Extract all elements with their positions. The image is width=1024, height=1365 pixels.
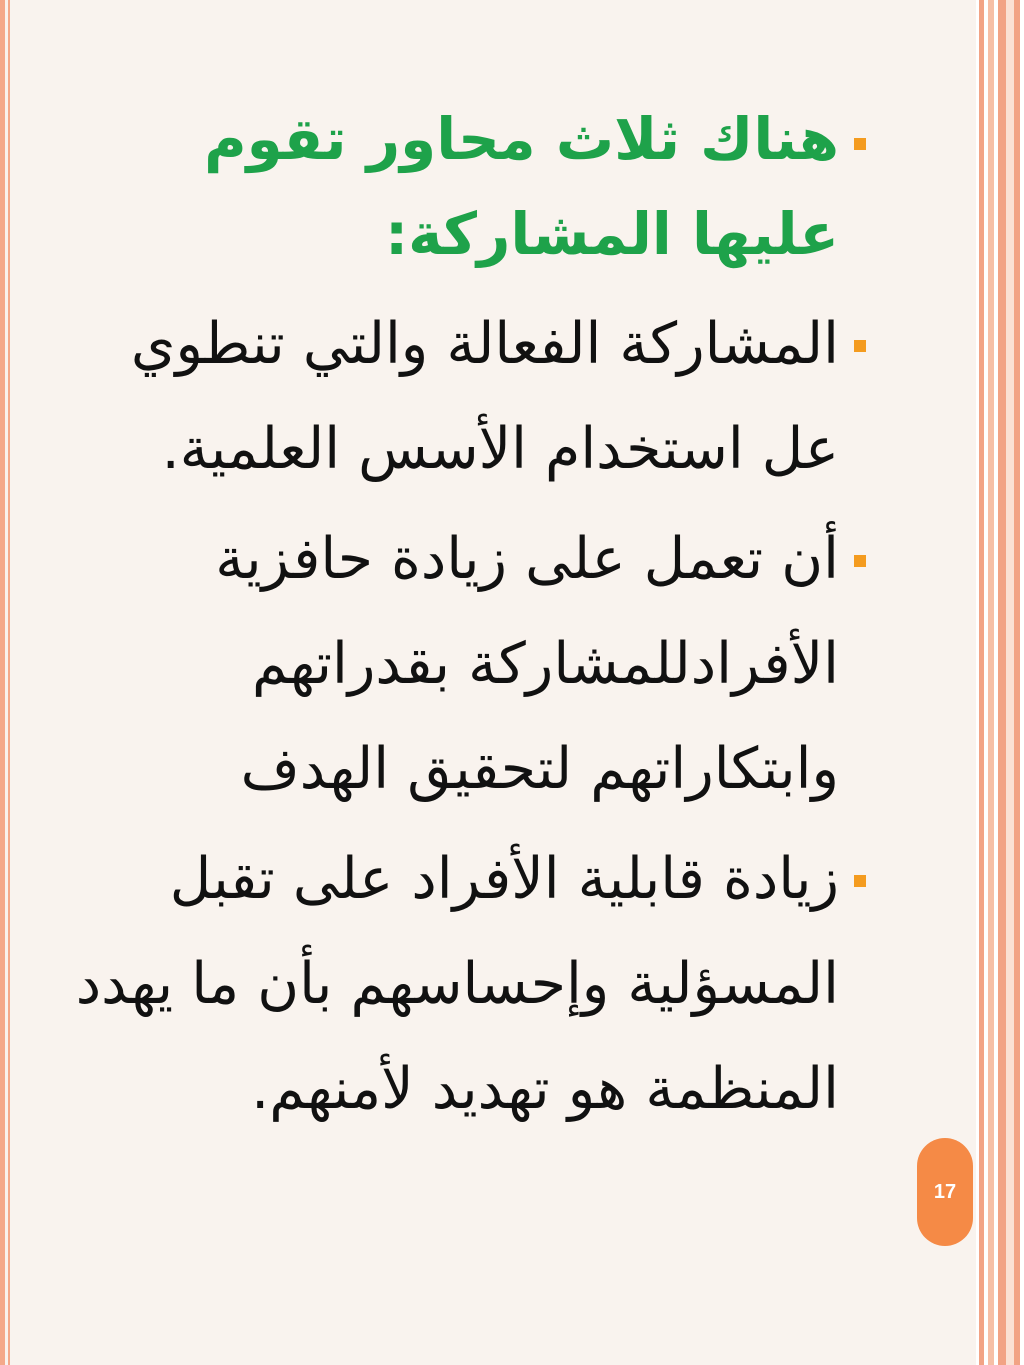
left-border-outer bbox=[0, 0, 5, 1365]
right-decorative-border bbox=[976, 0, 1024, 1365]
bullet-square-icon bbox=[854, 875, 866, 887]
bullet-text-2: أن تعمل على زيادة حافزية الأفرادللمشاركة بقدراتهم وابتكاراتهم لتحقيق الهدف bbox=[215, 526, 839, 802]
bullet-text-1: المشاركة الفعالة والتي تنطوي عل استخدام الأسس العلمية. bbox=[130, 311, 839, 482]
title-bullet bbox=[69, 92, 839, 282]
bullet-item-3 bbox=[69, 827, 839, 1142]
bullet-text-3: زيادة قابلية الأفراد على تقبل المسؤلية وإحساسهم بأن ما يهدد المنظمة هو تهديد لأمنهم. bbox=[75, 846, 839, 1122]
bullet-item-1 bbox=[69, 292, 839, 502]
bullet-square-icon bbox=[854, 555, 866, 567]
bullet-square-icon bbox=[854, 340, 866, 352]
left-border-inner bbox=[8, 0, 10, 1365]
bullet-square-icon bbox=[854, 138, 866, 150]
page-number-badge: 17 bbox=[917, 1138, 973, 1246]
title-text: هناك ثلاث محاور تقوم عليها المشاركة: bbox=[204, 105, 839, 268]
bullet-item-2 bbox=[69, 507, 839, 822]
slide-content bbox=[69, 92, 839, 1142]
